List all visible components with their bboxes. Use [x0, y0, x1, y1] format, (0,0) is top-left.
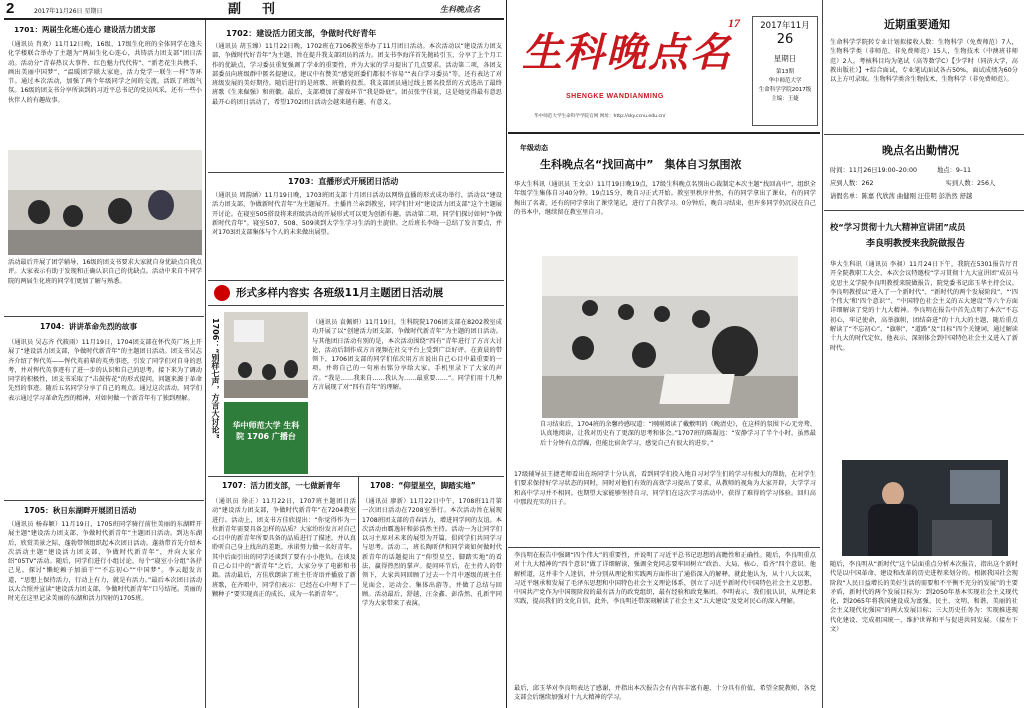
- rule: [208, 476, 504, 477]
- article-1701-body: （通讯员 肖欢）11月12日晚，16级、17级生化班的全体同学在逸夫化学楼联合举办了主题为“两届生化心连心，共铸活力团支部”团日活动。活动分“青春热议大事件、红色魅力代代传”、“新老花生共携手，画出美丽中国梦”、“温暖团学联大家庭，活力党学一联生一样”等环节。通过本次活动，加强了两个年级同学之间的交流，活跃了班级气氛。16级的团支书分享所读到的习近平总书记的党员风采，还有一些小伙伴人的有趣故事。: [8, 41, 202, 104]
- photo-1706-graphic: [224, 402, 308, 474]
- banner: [208, 280, 504, 306]
- header-rule: [4, 18, 504, 20]
- article-1706-body: （通讯员 袁佩妍）11月19日，生科院院1706团支部在8202教室成功开展了以“创建活力团支部，争做时代新青年”为主题的团日活动。与其他团日活动有别的是，本次活动围绕“四有”青年进行了方言大讨论，活动后制作成方言视频在社交平台上受到广泛好评。在黄晨的带领下，1706团支部的同学们依次用方言说出自己心目中最重要的一项。并将自己的一句座右铭分享给大家。手机里录下了大家的声音。“我是……我来自……我认为……最重要……”。同学们用十几种方言展现了对“四有青年”的理解。: [312, 319, 502, 392]
- date-box-org1: 华中师范大学: [768, 78, 802, 84]
- actual-label: 实到人数：: [945, 180, 977, 187]
- attendance-actual: 256人: [977, 180, 996, 187]
- rule: [4, 500, 204, 501]
- masthead-logo: 生科晚点名: [522, 29, 732, 76]
- annual-body-3: 17级辅导员王捷老师看出在场同学十分认真，看到同学们投入地自习对学生们的学习有极大的帮助，在对学生们要求保持好学习状态的同时，同时对他们有效的高效学习提出了要求，从教师的视角为大家开辟，大学学习和高中学习并不相同。也期望大家能够坚持自习，同学们在这次学习活动中，获得了难得的学习体验。回归高中那段充实的日子。: [514, 471, 816, 506]
- place-label: 地点：: [936, 167, 956, 174]
- article-1701-caption: 活动最后开展了团学辅导，16级的团支书要求大家就自身优缺点自我点评。大家表示有助于发现和正确认识自己的优缺点。活动中来自不同学院的两届生化班的同学们更加了解与熟悉。: [8, 259, 202, 285]
- rule: [208, 172, 504, 173]
- article-1706-title: 1706：“别样七声，方言大讨论”: [211, 318, 220, 439]
- article-1703-body: （通讯员 周韵涵）11月19日晚，1703班团支部十月团日活动以网络直播的形式成功举行，活动以“建设活力团支部，争做新时代青年”为主题展开。主播肖兰亲到教室，同学们针对“建设活力团支部”这个主题展开讨论。在寝室505搭设将来班级活动的开展形式可以更为创新有趣。活动第二项，同学们探讨如何“争做新时代青年”。寝室507、508、509谈到大学生学习生活的主旋律。之后班长李绮一总结了发言要点，并对1703团支部集体与个人的未来做出展望。: [212, 192, 502, 237]
- date-box: [752, 16, 818, 126]
- should-label: 应到人数：: [830, 180, 862, 187]
- lecture-photo: [842, 460, 1008, 556]
- rule: [205, 20, 206, 708]
- date-box-ym: 2017年11月: [760, 21, 810, 31]
- date-box-issue: 第13期: [776, 69, 794, 75]
- date-box-day: 26: [776, 32, 794, 47]
- annual-body: 华大生科讯（通讯员 王文卓）11月19日晚19点，17级生科晚点名别出心裁制定本次主题“找回高中”，组织全年级学生集体自习40分钟。19点15分，晚自习正式开始。教室里秩序井然，有的同学拿出了课业，有的同学掏出了名著，还有的同学拿出了课堂笔记，进行了自我学习。0分钟后，晚自习结束，但许多同学仍沉浸在自己的书本中，继续留在教室里自习。: [514, 181, 816, 216]
- notice-title: 近期重要通知: [884, 18, 950, 31]
- time-label: 时间：: [830, 167, 849, 174]
- masthead-sponsor: 华中师范大学生命科学学院官网 网址：http://sky.ccnu.edu.cn/: [534, 114, 666, 119]
- article-1702-title: 1702：建设活力团支部，争做时代好青年: [226, 29, 377, 38]
- self-study-classroom-photo: [542, 256, 798, 418]
- rule: [824, 210, 1024, 211]
- notice-body: 生命科学学院转专业计划拟接收人数：生物科学（免费师范）7人，生物科学类（非师范、非免费师范）15人，生物技术（中澳班非师范）2人。考核科目均为笔试（高等数学C）【少学时（同济大学，高教出版社）】+综合面试，专业笔试面试各占50%，面试成绩为60分以上方可录取。生物科学类含生物技术、生物科学（非免费师范）。: [830, 39, 1018, 84]
- banner-title: 形式多样内容实 各班级11月主题团日活动展: [236, 287, 444, 299]
- page-number: 2: [6, 0, 15, 17]
- article-1705-body: （通讯员 杨春颖）11月19日，1705班同学骑行前往美丽的东湖畔开展主题“建设活力团支部，争做时代新青年”主题团日活动。到达东湖后，欣赏美景之际，蓬勃带领组织起本次团日活动。蓬勃带首先介绍本次活动主题“建设活力团支部，争做时代新青年”，并向大家介绍“05TV”活动。随后，同学们进行小组讨论，每个“寝室小分组”各抒己见。探讨“懒蛇赖子加油干”“不忘初心”“中国梦”。李云超发言道，“思想上保持活力，行动上有力，就是有活力。”最后本次团日活动以大合照并宣读“建设活力团支部，争做时代新青年”口号结尾。美丽的时光在这里记录美丽的东湖和活力四射的1705班。: [8, 521, 202, 603]
- rule: [4, 316, 204, 317]
- attendance-leave: 陈嘉 代欣茜 曲健刚 汪佳明 彭浩然 舒越: [861, 193, 973, 200]
- article-1708-body: （通讯员 廖新）11月22日中午，1708班11月第一次团日活动在7208室举行。本次活动旨在展现1708班团支部的青春活力，增进同学间的友谊。本次活动由霸逸轩和彭浩然主持。活动一为让同学们以习主席对未来的展望为开篇，俱问学们共同学习与思考。活动二，班长陶昕伊和同学谈如何做时代新青年的话题提出了“仰望星空，脚踏实地”的看法，赢得热烈的掌声。提问环节后，在主持人的带领下，大家共同回顾了过去一个月中逐级的班主任见面会、运动会、集体出游等，并做了总结与回顾。活动最后，舒越、汪金鑫、彭浩然、孔新宇同学为大家带来了表演。: [362, 498, 502, 608]
- date-box-editor: 主编：王婕: [771, 96, 799, 102]
- rule: [358, 477, 359, 708]
- logo-small: 生科晚点名: [440, 4, 480, 14]
- article-1708-title: 1708：“仰望星空，脚踏实地”: [370, 481, 476, 490]
- leave-label: 请假名单：: [830, 193, 862, 200]
- article-1702-body: （通讯员 胡玉臻）11月22日晚，1702班在7106教室举办了11月团日活动。本次活动以“建设活力团支部，争做时代好青年”为主题，旨在提升我支部团员的活力。团支书李海洋首先抛砖引玉，分享了上个月工作的优缺点，学习委员重复强调了学业的重要性，并为大家的学习提出了几点要求。活动第二项，各团支部委员向班级群中匿名提建议。建议中有赞美“感觉班委们都很不容易”“表白学习委员”等，还有表达了对班级发展的美好期待。随后进行的是班歌、班徽的投票。我支部团员通过线上匿名投票的方式选出了最终班歌《生来倔强》和班徽。最后，支部增加了游戏环节“我是卧底”。团员张宇佳说，这是她觉得最有意思最开心的团日活动了，希望1702团日活动会越来越有趣、有意义。: [212, 43, 502, 106]
- annual-body-2: 自习结束后，1704班的余馨玲感叹道：“刚刚阅读了戴敷明的《晚清史》，在这样的氛围下心无旁骛、认真地阅读，让我对历史有了更深的思考和体会。”1707班的陈凝远：“安静学习了半个小时，虽然最后十分钟有点浮躁，但能比宿舍学习，感觉自己有很大的进步。”: [540, 421, 816, 447]
- section-title: 副 刊: [228, 2, 280, 17]
- lecture-title-2: 李良明教授来我院做报告: [866, 239, 966, 249]
- rule: [508, 547, 820, 548]
- issue-number: 17: [728, 16, 740, 30]
- rule: [824, 134, 1024, 135]
- attendance-table: [830, 164, 1020, 203]
- classroom-photo-1701: [8, 150, 202, 255]
- rule: [506, 0, 507, 708]
- annual-title: 生科晚点名“找回高中” 集体自习氛围浓: [540, 158, 742, 171]
- article-1701-title: 1701：两届生化班心连心 建设活力团支部: [14, 25, 156, 34]
- attendance-place: 9–11: [955, 167, 972, 174]
- annual-tag: 年级动态: [520, 144, 548, 152]
- date-box-weekday: 星期日: [773, 54, 797, 63]
- rule: [508, 132, 820, 134]
- article-1707-body: （通讯员 徐正）11月22日，1707班主题团日活动“建设活力团支部，争做时代新青年”在7204教室进行。活动上，团支书方佳欣提出：“你觉得作为一位新青年需要具备怎样的品质？大家纷纷发言对自己心目中的新青年所要具备的品质进行了描述，并认真聆听自己身上找出的差距，承诺努力做一名好青年。其中后面引出的同学还谈到了要有小小抱负。在谈及自己心目中的“新青年”之后，大家分享了电影和书籍。活动最后，方佳欣朗读了班主任寄语并播放了新班歌，在齐唱中，同学们表示：已经在心中埋下了一颗种子“要实现真正的成长，成为一名新青年”。: [212, 498, 356, 598]
- communist-youth-league-emblem-icon: [214, 285, 230, 301]
- article-1707-title: 1707：活力团支部，一七做新青年: [222, 481, 341, 490]
- lecture-body: 华大生科讯（通讯员 李昶）11月24日下午，我院在5301报告厅召开全院教职工大会，本次会议特邀校“学习贯彻十九大宣讲团”成员马克思主义学院李良明教授来院做报告，院党委书记邱玉华主持会议。李良明教授以“进入了一个新时代”、“新时代的两个发展阶段”、“‘四个伟大’和‘四个意识’”、“中国特色社会主义的五大建设”等六个方面详细解读了党的十九大精神。李良明在报告中首先点明了本次“不忘初心，牢记使命，高举旗帜，团结奋进”的十九大的主题，随后重点解读了“不忘初心”、“旗帜”、“道路”及“目标”四个关键词，通过解读十九大的时代定位，他表示，深刻体会到中国特色社会主义进入了新时代。: [830, 261, 1018, 352]
- lecture-body-end: 最后，邱玉华对李良明表达了感谢，并指出本次报告会有内容丰富有趣，十分具有价值，希望全院教师、各党支部会后继续加强对十九大精神的学习。: [514, 685, 816, 702]
- article-1704-title: 1704：讲讲革命先烈的故事: [40, 322, 138, 331]
- date-box-org2: 生命科学学院2017级: [758, 87, 812, 93]
- article-1704-body: （通讯员 吴志齐 代筱雨）11月19日，1704团支部在怀代英广场上开展了“建设活力团支部，争做时代新青年”的主题团日活动。团支书吴志齐介绍了恽代英——恽代英前辈的英勇事迹，引发了同学们对自身的思考，并对恽代英事迹有了进一步的认识和自己的思考。接下来为了调动同学的积极性，团支书采取了“击鼓传花”的形式提问，问题来源于革命先烈的事迹。随后五名同学分享了自己的观点。通过这次活动，同学们表示通过学习革命先烈的精神，对如何做一个新青年有了独到理解。: [8, 339, 202, 402]
- lecture-body-continued: 李良明在报告中强调“四个伟大”的重要性，并说明了习近平总书记思想的高瞻性和正确性。随后，李良明重点对十九大精神的“四个意识”做了详细解读，强调全党同志要牢固树立“政治、大局、核心、看齐”四个意识。他解析道，这并非个人迷信，并分别从理论和实践两方面作出了通俗深入的解释。就此他认为，从十八大以来，习近平继承和发展了毛泽东思想和中国特色社会主义理论体系，创立了习近平新时代中国特色社会主义思想。中国共产党作为中国现阶段的最有活力的政党组织，最有经验和政党集团。李明表示，我们很认识，从理论来实践，提高我们的文化自信，此外，李良明还带深刻解读了社会主义“五大建设”及党对民心的深入理解。: [514, 552, 816, 606]
- attendance-should: 262: [861, 180, 874, 187]
- classroom-photo-1706: [224, 312, 308, 398]
- photo-1706-caption: 华中师范大学 生科院 1706 广播台: [232, 421, 300, 441]
- article-1703-title: 1703：直播形式开展团日活动: [288, 177, 399, 186]
- attendance-time: 11月26日19:00–20:00: [848, 167, 917, 174]
- masthead-pinyin: SHENGKE WANDIANMING: [566, 93, 664, 100]
- rule: [822, 0, 823, 708]
- lecture-body-2: 随后，李良明从“新时代”这个层面重点分析本次报告，指出这个新时代是以中国革命、建设和改革的历史进程来划分的。根据我国社会现阶段“人民日益增长的美好生活的需要和不平衡不充分的发展”的主要矛盾，新时代的两个发展目标为：到2050年基本实现社会主义现代化，到2065年将我国建设成为富强、民主、文明、和谐、美丽的社会主义现代化强国”的两大发展目标；三大历史任务为：实现推进现代化建设、完成祖国统一、维护世界和平与促进共同发展。（接左下文）: [830, 561, 1018, 634]
- attendance-title: 晚点名出勤情况: [882, 144, 959, 157]
- date-line: 2017年11月26日 星期日: [34, 8, 103, 15]
- article-1705-title: 1705：秋日东湖畔开展团日活动: [24, 506, 137, 515]
- lecture-title-1: 校“学习贯彻十九大精神宣讲团”成员: [830, 222, 966, 232]
